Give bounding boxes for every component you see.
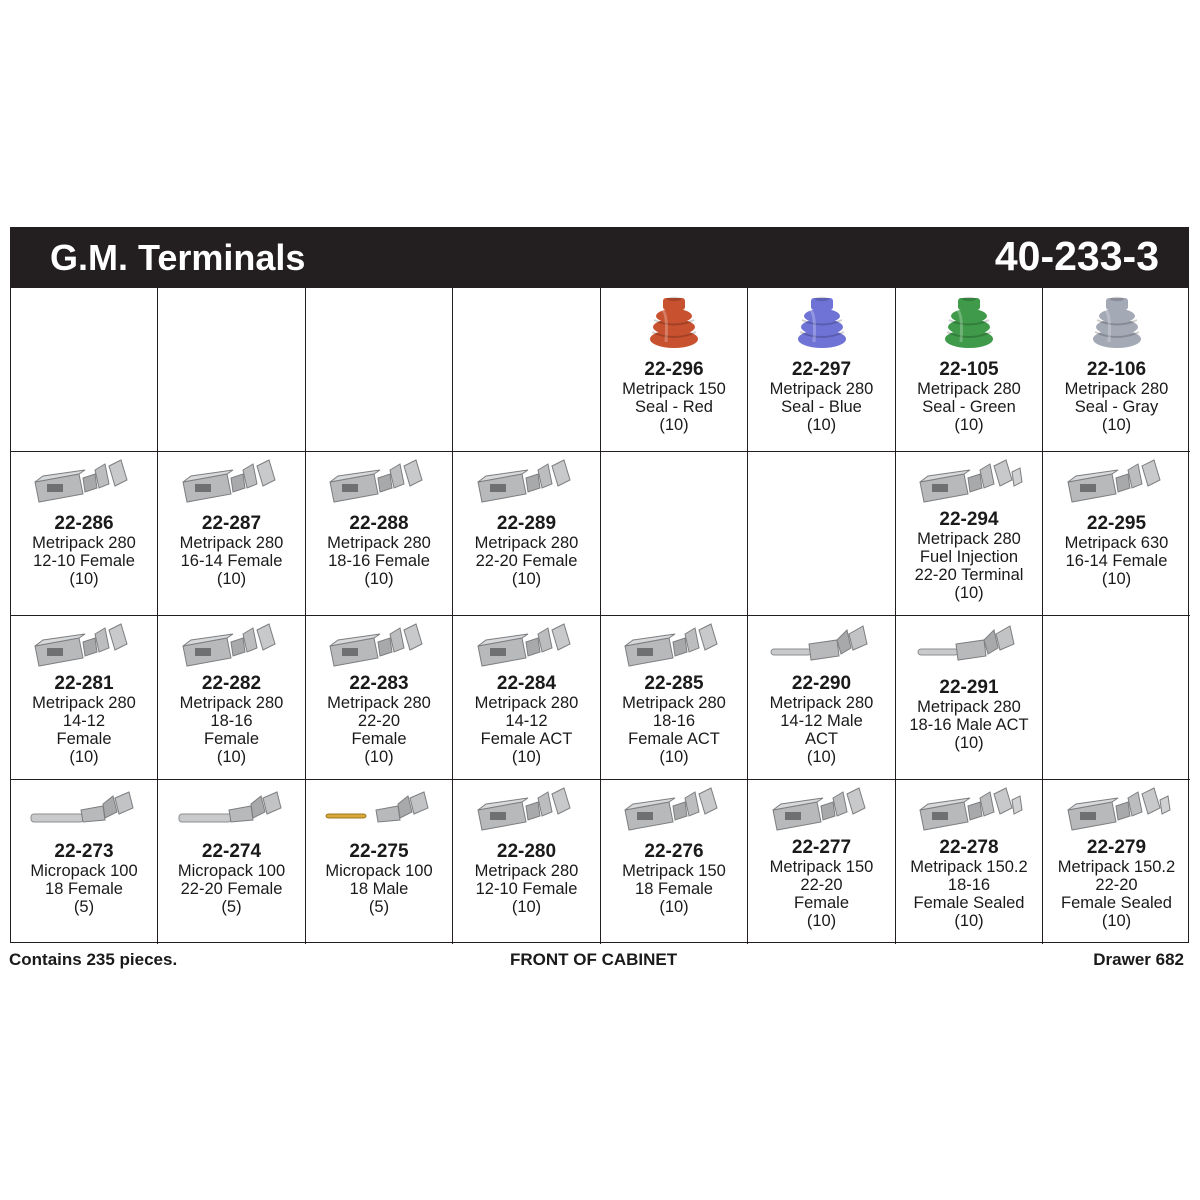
description-line: Metripack 280 (917, 530, 1021, 548)
female-terminal-icon (177, 458, 287, 513)
part-cell-22-275 (306, 780, 453, 944)
part-label (601, 842, 747, 916)
drawer-label-card (10, 227, 1189, 943)
empty-cell (748, 452, 896, 616)
quantity-label: (10) (1101, 912, 1132, 930)
part-number: 22-281 (54, 673, 114, 694)
part-cell-22-274 (158, 780, 306, 944)
empty-cell (306, 288, 453, 452)
description-line: Female (56, 730, 112, 748)
empty-cell (11, 288, 158, 452)
description-line: 22-20 Female (475, 552, 578, 570)
part-number: 22-277 (791, 837, 852, 858)
empty-cell (1043, 616, 1190, 780)
description-line: 22-20 (1095, 876, 1138, 894)
part-cell-22-105 (896, 288, 1043, 452)
description-line: Metripack 280 (179, 534, 284, 552)
quantity-label: (5) (73, 898, 95, 916)
part-label (158, 674, 305, 766)
part-cell-22-295 (1043, 452, 1190, 616)
description-line: 22-20 (800, 876, 843, 894)
empty-cell (601, 452, 748, 616)
description-line: 18-16 Male ACT (909, 716, 1029, 734)
description-line: Metripack 280 (769, 694, 874, 712)
header-bar (10, 227, 1189, 287)
quantity-label: (10) (954, 912, 984, 930)
description-line: Female Sealed (1061, 894, 1172, 912)
sealed-terminal-icon (914, 786, 1024, 841)
quantity-label: (10) (954, 416, 984, 434)
description-line: 18 Male (349, 880, 409, 898)
part-label (896, 838, 1042, 930)
part-number: 22-276 (644, 841, 704, 862)
description-line: 16-14 Female (1065, 552, 1168, 570)
description-line: Metripack 280 (1064, 380, 1169, 398)
description-line: Female (351, 730, 407, 748)
female-terminal-icon (29, 622, 139, 677)
part-label (896, 678, 1042, 752)
part-number: 22-287 (201, 513, 262, 534)
description-line: Metripack 280 (474, 694, 579, 712)
part-label (453, 514, 600, 588)
part-number: 22-286 (54, 513, 114, 534)
quantity-label: (5) (221, 898, 242, 916)
description-line: Female ACT (628, 730, 720, 748)
part-cell-22-282 (158, 616, 306, 780)
description-line: 18-16 (652, 712, 696, 730)
part-cell-22-281 (11, 616, 158, 780)
part-number: 22-290 (791, 673, 852, 694)
part-label (748, 360, 895, 434)
female-terminal-icon (472, 786, 582, 841)
part-label (11, 514, 157, 588)
part-number: 22-297 (791, 359, 852, 380)
part-number: 22-105 (939, 359, 999, 380)
part-label (1043, 514, 1190, 588)
part-label (748, 838, 895, 930)
part-label (11, 842, 157, 916)
part-cell-22-279 (1043, 780, 1190, 944)
part-number: 22-288 (349, 513, 409, 534)
part-label (601, 360, 747, 434)
seal-red-icon (648, 296, 700, 355)
part-number: 22-279 (1086, 837, 1147, 858)
page-title: G.M. Terminals (50, 237, 306, 278)
description-line: Seal - Gray (1074, 398, 1159, 416)
empty-cell (158, 288, 306, 452)
female-terminal-icon (324, 458, 434, 513)
piece-count: Contains 235 pieces. (9, 950, 178, 969)
description-line: Metripack 280 (917, 380, 1021, 398)
quantity-label: (10) (1101, 570, 1132, 588)
female-terminal-icon (619, 622, 729, 677)
part-cell-22-287 (158, 452, 306, 616)
description-line: 14-12 (505, 712, 548, 730)
description-line: Metripack 280 (474, 862, 579, 880)
quantity-label: (10) (511, 748, 542, 766)
quantity-label: (10) (954, 734, 984, 752)
kit-number: 40-233-3 (994, 233, 1159, 279)
description-line: Metripack 150.2 (910, 858, 1028, 876)
seal-blue-icon (796, 296, 848, 355)
quantity-label: (10) (659, 416, 689, 434)
description-line: Metripack 280 (32, 694, 136, 712)
part-number: 22-283 (349, 673, 409, 694)
part-cell-22-288 (306, 452, 453, 616)
part-label (1043, 360, 1190, 434)
quantity-label: (10) (806, 748, 837, 766)
description-line: 12-10 Female (475, 880, 578, 898)
description-line: Metripack 280 (327, 694, 431, 712)
description-line: Metripack 280 (769, 380, 874, 398)
female-terminal-icon (472, 458, 582, 513)
quantity-label: (5) (368, 898, 390, 916)
description-line: 18-16 Female (328, 552, 430, 570)
sealed-terminal-icon (1062, 786, 1172, 841)
part-cell-22-291 (896, 616, 1043, 780)
female-terminal-icon (619, 786, 729, 841)
part-cell-22-294 (896, 452, 1043, 616)
description-line: Seal - Red (635, 398, 713, 416)
part-cell-22-280 (453, 780, 601, 944)
quantity-label: (10) (659, 898, 689, 916)
female-terminal-icon (324, 622, 434, 677)
micropack-female-icon (177, 786, 287, 841)
front-of-cabinet-label: FRONT OF CABINET (510, 950, 678, 969)
part-number: 22-295 (1086, 513, 1147, 534)
description-line: 22-20 Terminal (914, 566, 1024, 584)
quantity-label: (10) (511, 898, 542, 916)
quantity-label: (10) (216, 570, 247, 588)
description-line: Metripack 150.2 (1057, 858, 1176, 876)
part-label (306, 674, 452, 766)
description-line: Metripack 280 (917, 698, 1021, 716)
female-terminal-icon (472, 622, 582, 677)
quantity-label: (10) (511, 570, 542, 588)
part-label (11, 674, 157, 766)
part-number: 22-294 (939, 509, 999, 530)
description-line: Metripack 150 (622, 380, 726, 398)
part-cell-22-278 (896, 780, 1043, 944)
fuel-injection-terminal-icon (914, 458, 1024, 513)
description-line: 14-12 Male (780, 712, 863, 730)
part-number: 22-289 (496, 513, 557, 534)
part-number: 22-285 (644, 673, 704, 694)
male-terminal-icon (767, 622, 877, 677)
description-line: 22-20 Female (180, 880, 283, 898)
description-line: 18 Female (45, 880, 123, 898)
part-cell-22-284 (453, 616, 601, 780)
description-line: 14-12 (62, 712, 106, 730)
female-terminal-icon (29, 458, 139, 513)
quantity-label: (10) (659, 748, 689, 766)
part-label (896, 510, 1042, 602)
part-cell-22-289 (453, 452, 601, 616)
empty-cell (453, 288, 601, 452)
part-cell-22-277 (748, 780, 896, 944)
description-line: Fuel Injection (919, 548, 1019, 566)
seal-green-icon (943, 296, 995, 355)
part-label (896, 360, 1042, 434)
part-label (306, 842, 452, 916)
quantity-label: (10) (364, 570, 394, 588)
quantity-label: (10) (69, 570, 99, 588)
quantity-label: (10) (216, 748, 247, 766)
description-line: Seal - Green (922, 398, 1016, 416)
description-line: Micropack 100 (30, 862, 138, 880)
part-label (158, 842, 305, 916)
description-line: Metripack 150 (622, 862, 726, 880)
part-cell-22-273 (11, 780, 158, 944)
part-number: 22-278 (939, 837, 999, 858)
description-line: Seal - Blue (781, 398, 862, 416)
part-cell-22-296 (601, 288, 748, 452)
part-number: 22-296 (644, 359, 704, 380)
quantity-label: (10) (1101, 416, 1132, 434)
part-number: 22-280 (496, 841, 557, 862)
female-terminal-icon (177, 622, 287, 677)
description-line: Micropack 100 (325, 862, 433, 880)
description-line: Metripack 280 (622, 694, 726, 712)
description-line: Metripack 280 (474, 534, 579, 552)
part-number: 22-273 (54, 841, 114, 862)
part-cell-22-290 (748, 616, 896, 780)
description-line: 16-14 Female (180, 552, 283, 570)
description-line: Metripack 150 (769, 858, 874, 876)
description-line: 18-16 (210, 712, 253, 730)
description-line: Micropack 100 (177, 862, 286, 880)
part-label (306, 514, 452, 588)
part-number: 22-282 (201, 673, 262, 694)
part-cell-22-276 (601, 780, 748, 944)
part-number: 22-275 (349, 841, 409, 862)
description-line: Female ACT (480, 730, 573, 748)
part-number: 22-291 (939, 677, 999, 698)
description-line: Female (793, 894, 850, 912)
quantity-label: (10) (954, 584, 984, 602)
description-line: Female (203, 730, 260, 748)
part-label (453, 842, 600, 916)
description-line: Metripack 630 (1064, 534, 1169, 552)
parts-grid (10, 287, 1189, 943)
female-terminal-icon (1062, 458, 1172, 513)
part-label (1043, 838, 1190, 930)
part-label (453, 674, 600, 766)
quantity-label: (10) (806, 416, 837, 434)
description-line: ACT (805, 730, 838, 748)
part-cell-22-286 (11, 452, 158, 616)
description-line: 12-10 Female (33, 552, 135, 570)
part-label (158, 514, 305, 588)
description-line: 18-16 (947, 876, 991, 894)
drawer-number: Drawer 682 (1093, 950, 1184, 969)
micropack-female-icon (29, 786, 139, 841)
description-line: Metripack 280 (32, 534, 136, 552)
part-cell-22-297 (748, 288, 896, 452)
part-label (748, 674, 895, 766)
part-number: 22-274 (201, 841, 262, 862)
description-line: 22-20 (357, 712, 401, 730)
seal-gray-icon (1091, 296, 1143, 355)
quantity-label: (10) (69, 748, 99, 766)
part-cell-22-285 (601, 616, 748, 780)
description-line: 18 Female (635, 880, 713, 898)
description-line: Female Sealed (913, 894, 1025, 912)
description-line: Metripack 280 (327, 534, 431, 552)
quantity-label: (10) (364, 748, 394, 766)
part-label (601, 674, 747, 766)
part-number: 22-284 (496, 673, 557, 694)
part-cell-22-283 (306, 616, 453, 780)
micropack-male-gold-icon (324, 786, 434, 841)
part-number: 22-106 (1086, 359, 1147, 380)
description-line: Metripack 280 (179, 694, 284, 712)
quantity-label: (10) (806, 912, 837, 930)
part-cell-22-106 (1043, 288, 1190, 452)
male-terminal-icon (914, 622, 1024, 677)
female-terminal-icon (767, 786, 877, 841)
